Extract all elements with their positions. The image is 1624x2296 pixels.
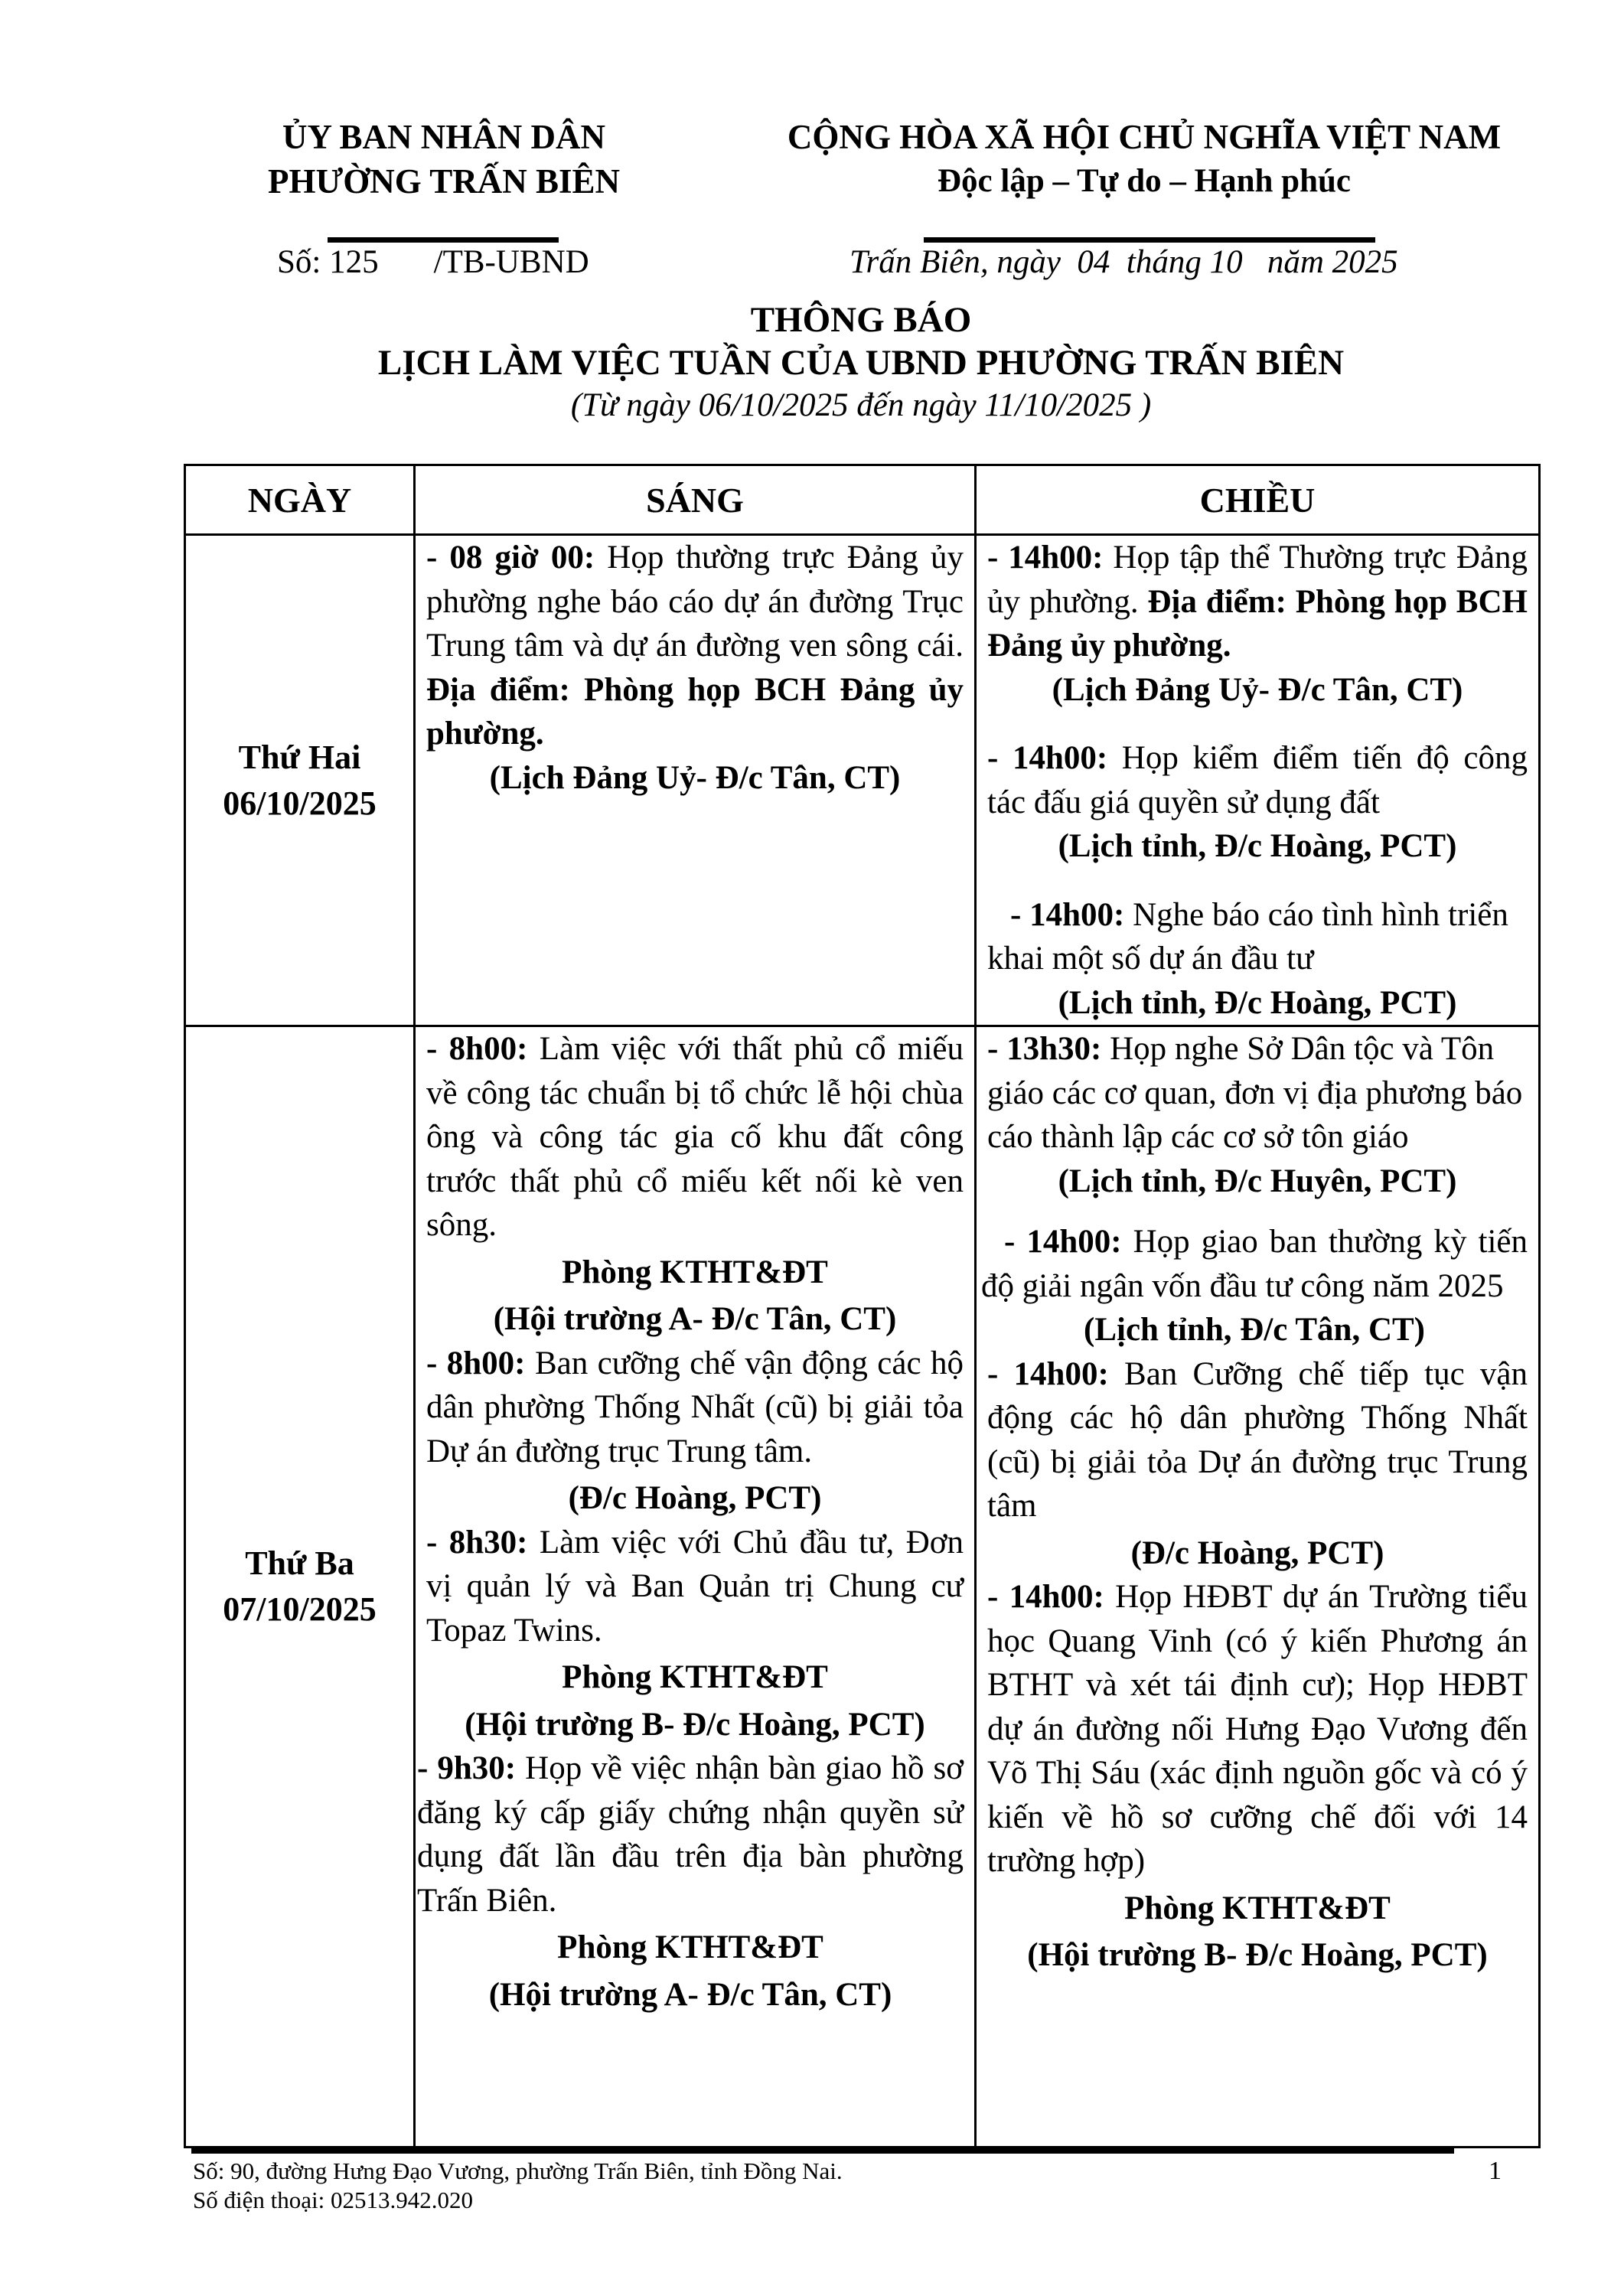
schedule-table: [184, 464, 1541, 2148]
item-text: Ban cưỡng chế vận động các hộ dân phường Thống Nhất (cũ) bị giải tỏa Dự án đường trục Trung tâm.: [426, 1345, 964, 1469]
item-time: - 14h00:: [987, 1355, 1109, 1392]
footer-rule: [191, 2148, 1454, 2154]
item-text: Làm việc với Chủ đầu tư, Đơn vị quản lý và Ban Quản trị Chung cư Topaz Twins.: [426, 1524, 964, 1649]
table-header-row: [185, 465, 1540, 535]
item-text: Nghe báo cáo tình hình triển khai một số dự án đầu tư: [987, 896, 1508, 977]
schedule-item: [987, 1575, 1528, 1978]
item-text: Họp nghe Sở Dân tộc và Tôn giáo các cơ quan, đơn vị địa phương báo cáo thành lập các cơ sở tôn giáo: [987, 1031, 1523, 1155]
agency-underline: [328, 237, 559, 243]
motto: Độc lập – Tự do – Hạnh phúc: [938, 163, 1351, 199]
item-time: - 13h30:: [987, 1031, 1102, 1067]
doc-number-label: Số: 125: [277, 244, 379, 280]
item-assignee: (Hội trường B- Đ/c Hoàng, PCT): [1027, 1937, 1488, 1973]
item-time: - 8h00:: [426, 1031, 528, 1067]
item-time: - 8h30:: [426, 1524, 528, 1561]
footer-address: Số: 90, đường Hưng Đạo Vương, phường Trấn Biên, tỉnh Đồng Nai.: [193, 2157, 843, 2184]
notice-title: THÔNG BÁO: [750, 300, 972, 340]
morning-cell: [415, 1026, 976, 2148]
nation-block: [758, 115, 1531, 204]
item-text: Họp giao ban thường kỳ tiến độ giải ngân vốn đầu tư công năm 2025: [981, 1224, 1528, 1304]
item-time: - 9h30:: [417, 1750, 517, 1786]
notice-date-range: (Từ ngày 06/10/2025 đến ngày 11/10/2025 ): [570, 387, 1152, 423]
schedule-item: [426, 1521, 964, 1747]
item-assignee: (Lịch tỉnh, Đ/c Huyên, PCT): [1058, 1163, 1457, 1199]
doc-number-suffix: /TB-UBND: [433, 244, 589, 280]
item-text: Họp thường trực Đảng ủy phường nghe báo cáo dự án đường Trục Trung tâm và dự án đường ven sông cái.: [426, 540, 964, 664]
item-time: - 14h00:: [987, 1579, 1104, 1615]
schedule-item: [987, 536, 1528, 712]
doc-number: [277, 243, 589, 282]
nation-title: CỘNG HÒA XÃ HỘI CHỦ NGHĨA VIỆT NAM: [787, 118, 1502, 156]
item-assignee: (Lịch tỉnh, Đ/c Hoàng, PCT): [1058, 828, 1457, 864]
item-department: Phòng KTHT&ĐT: [562, 1254, 828, 1290]
agency-line-2: PHƯỜNG TRẤN BIÊN: [267, 162, 621, 201]
item-time: - 14h00:: [1004, 1224, 1122, 1260]
day-name: Thứ Ba: [245, 1544, 354, 1582]
day-cell: [185, 535, 415, 1026]
notice-title-block: [184, 298, 1538, 427]
item-time: - 14h00:: [987, 540, 1104, 576]
day-cell: [185, 1026, 415, 2148]
schedule-item: [987, 1352, 1528, 1576]
item-text: Họp HĐBT dự án Trường tiểu học Quang Vinh (có ý kiến Phương án BTHT và xét tái định cư); Họp HĐBT dự án đường nối Hưng Đạo Vương đến Võ Thị Sáu (xác định nguồn gốc và có ý kiến về hồ sơ cưỡng chế đối với 14 trường hợp): [987, 1579, 1528, 1879]
item-time: - 14h00:: [1010, 896, 1125, 933]
page-number: 1: [1489, 2157, 1502, 2185]
item-department: Phòng KTHT&ĐT: [1124, 1890, 1391, 1926]
schedule-item: [987, 736, 1528, 869]
item-department: Phòng KTHT&ĐT: [562, 1659, 828, 1695]
schedule-item: [981, 1220, 1528, 1352]
item-assignee: (Hội trường B- Đ/c Hoàng, PCT): [465, 1706, 925, 1743]
item-time: - 8h00:: [426, 1345, 526, 1381]
afternoon-cell: [976, 535, 1540, 1026]
place-date: Trấn Biên, ngày 04 tháng 10 năm 2025: [850, 244, 1398, 280]
agency-line-1: ỦY BAN NHÂN DÂN: [282, 118, 606, 156]
morning-cell: [415, 535, 976, 1026]
schedule-item: [987, 893, 1528, 1026]
schedule-item: [426, 1027, 964, 1342]
day-date: 06/10/2025: [223, 784, 377, 822]
item-assignee: (Đ/c Hoàng, PCT): [568, 1480, 822, 1516]
schedule-item: [417, 1746, 964, 2017]
item-assignee: (Hội trường A- Đ/c Tân, CT): [493, 1301, 897, 1337]
notice-subtitle: LỊCH LÀM VIỆC TUẦN CỦA UBND PHƯỜNG TRẤN BIÊN: [377, 343, 1345, 383]
item-location: Địa điểm: Phòng họp BCH Đảng ủy phường.: [426, 671, 964, 752]
schedule-item: [987, 1027, 1528, 1203]
footer-phone: Số điện thoại: 02513.942.020: [193, 2187, 473, 2213]
item-assignee: (Đ/c Hoàng, PCT): [1130, 1534, 1384, 1571]
item-assignee: (Lịch tỉnh, Đ/c Hoàng, PCT): [1058, 984, 1457, 1021]
column-header-day: NGÀY: [185, 465, 415, 535]
day-name: Thứ Hai: [238, 738, 361, 776]
table-row: [185, 535, 1540, 1026]
item-location: Địa điểm: Phòng họp BCH Đảng ủy phường.: [987, 583, 1528, 664]
item-time: - 14h00:: [987, 740, 1108, 776]
schedule-item: [426, 536, 964, 800]
item-text: Làm việc với thất phủ cổ miếu về công tác chuẩn bị tổ chức lễ hội chùa ông và công tác gia cố khu đất công trước thất phủ cổ miếu kết nối kè ven sông.: [426, 1031, 964, 1243]
item-assignee: (Lịch Đảng Uỷ- Đ/c Tân, CT): [1052, 671, 1463, 708]
schedule-item: [426, 1342, 964, 1521]
motto-underline: [924, 237, 1375, 243]
item-assignee: (Lịch Đảng Uỷ- Đ/c Tân, CT): [489, 759, 901, 796]
item-department: Phòng KTHT&ĐT: [557, 1929, 823, 1965]
column-header-afternoon: CHIỀU: [976, 465, 1540, 535]
table-row: [185, 1026, 1540, 2148]
item-text: Họp kiểm điểm tiến độ công tác đấu giá quyền sử dụng đất: [987, 740, 1528, 820]
item-assignee: (Lịch tỉnh, Đ/c Tân, CT): [1084, 1312, 1425, 1348]
item-text: Ban Cưỡng chế tiếp tục vận động các hộ dân phường Thống Nhất (cũ) bị giải tỏa Dự án đường trục Trung tâm: [987, 1355, 1528, 1524]
day-date: 07/10/2025: [223, 1590, 377, 1628]
item-text: Họp tập thể Thường trực Đảng ủy phường.: [987, 540, 1528, 620]
item-assignee: (Hội trường A- Đ/c Tân, CT): [488, 1976, 892, 2013]
item-time: - 08 giờ 00:: [426, 540, 595, 576]
item-text: Họp về việc nhận bàn giao hồ sơ đăng ký cấp giấy chứng nhận quyền sử dụng đất lần đầu trên địa bàn phường Trấn Biên.: [417, 1750, 964, 1919]
agency-block: [230, 115, 658, 204]
column-header-morning: SÁNG: [415, 465, 976, 535]
afternoon-cell: [976, 1026, 1540, 2148]
